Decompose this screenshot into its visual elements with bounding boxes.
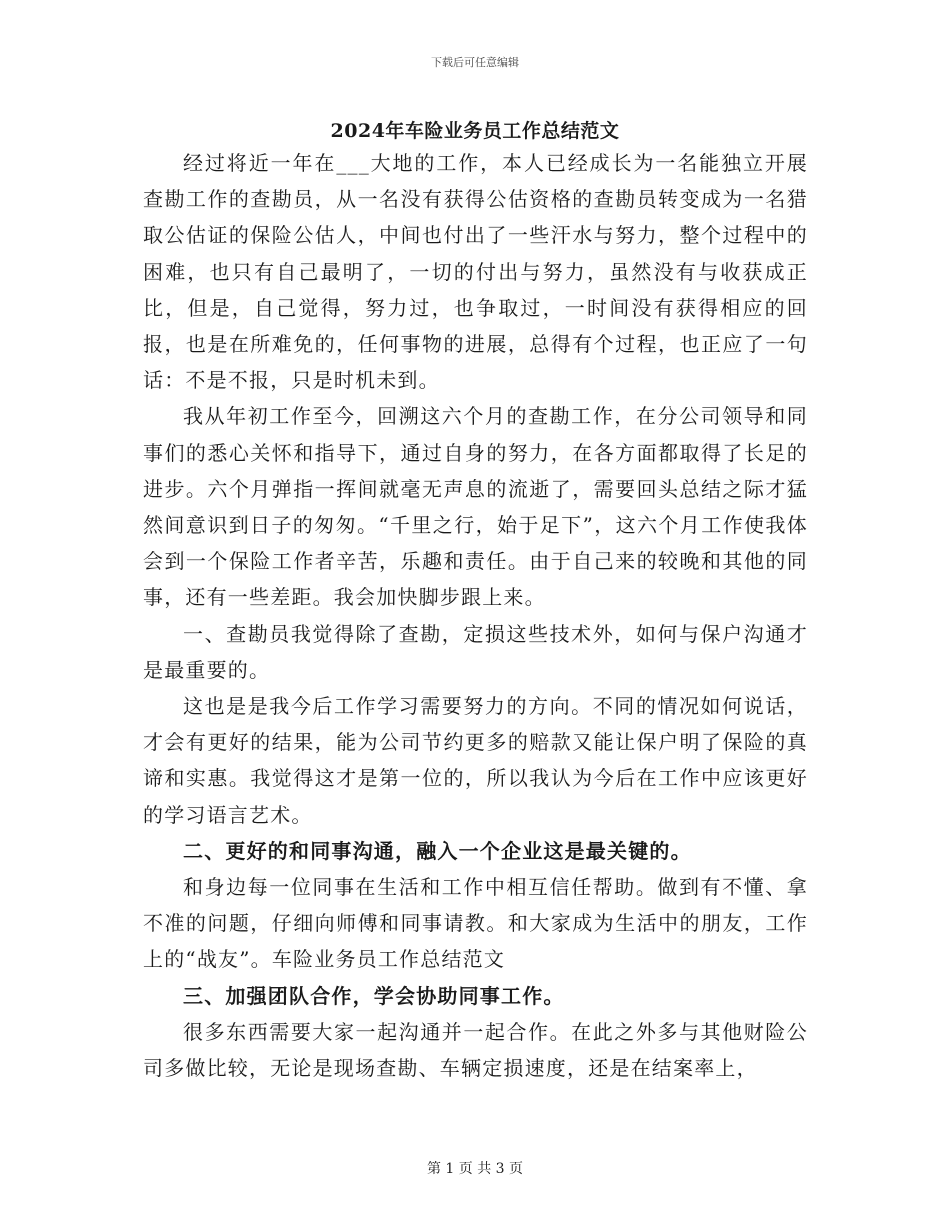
heading-point-two: 二、更好的和同事沟通，融入一个企业这是最关键的。: [183, 838, 692, 863]
page-header-note: 下载后可任意编辑: [431, 56, 519, 69]
document-title: 2024年车险业务员工作总结范文: [330, 120, 620, 142]
heading-point-three: 三、加强团队合作，学会协助同事工作。: [183, 983, 565, 1008]
page-footer: 第 1 页 共 3 页: [426, 1161, 524, 1177]
paragraph-intro: 经过将近一年在___大地的工作，本人已经成长为一名能独立开展查勘工作的查勘员，从一名没有获得公估资格的查勘员转变成为一名猎取公估证的保险公估人，中间也付出了一些汗水与努力，整个过程中的困难，也只有自己最明了，一切的付出与努力，虽然没有与收获成正比，但是，自己觉得，努力过，也争取过，一时间没有获得相应的回报，也是在所难免的，任何事物的进展，总得有个过程，也正应了一句话：不是不报，只是时机未到。: [143, 151, 808, 393]
paragraph-communication: 这也是是我今后工作学习需要努力的方向。不同的情况如何说话，才会有更好的结果，能为公司节约更多的赔款又能让保户明了保险的真谛和实惠。我觉得这才是第一位的，所以我认为今后在工作中应该更好的学习语言艺术。: [143, 694, 808, 827]
document-body: [143, 145, 808, 1086]
paragraph-point-one: 一、查勘员我觉得除了查勘，定损这些技术外，如何与保户沟通才是最重要的。: [143, 621, 808, 682]
paragraph-teamwork: 很多东西需要大家一起沟通并一起合作。在此之外多与其他财险公司多做比较，无论是现场查勘、车辆定损速度，还是在结案率上，: [143, 1019, 808, 1081]
paragraph-colleagues: 和身边每一位同事在生活和工作中相互信任帮助。做到有不懂、拿不准的问题，仔细向师傅和同事请教。和大家成为生活中的朋友，工作上的“战友”。车险业务员工作总结范文: [143, 875, 808, 972]
paragraph-progress: 我从年初工作至今，回溯这六个月的查勘工作，在分公司领导和同事们的悉心关怀和指导下，通过自身的努力，在各方面都取得了长足的进步。六个月弹指一挥间就毫无声息的流逝了，需要回头总结之际才猛然间意识到日子的匆匆。“千里之行，始于足下”，这六个月工作使我体会到一个保险工作者辛苦，乐趣和责任。由于自己来的较晚和其他的同事，还有一些差距。我会加快脚步跟上来。: [143, 404, 808, 610]
